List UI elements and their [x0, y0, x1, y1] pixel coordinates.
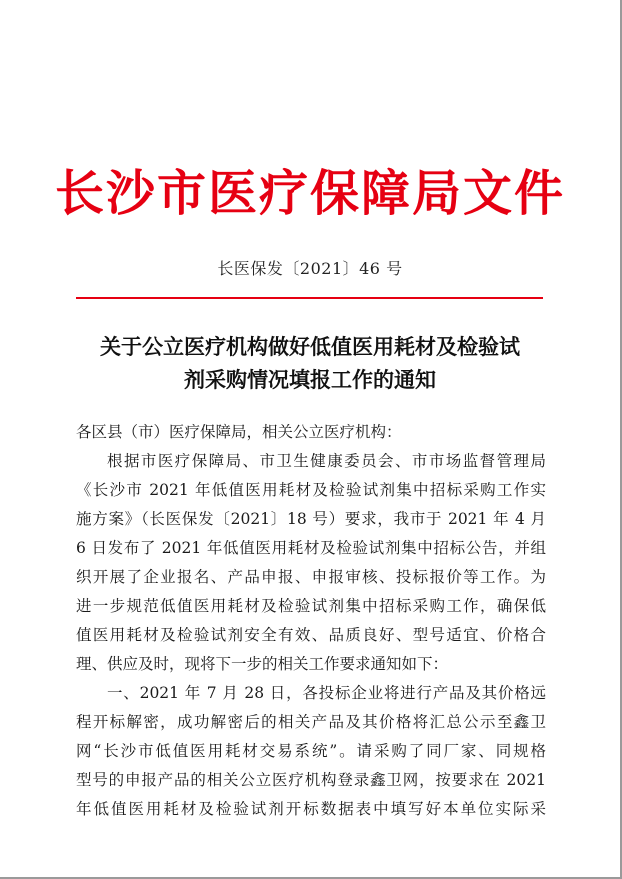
body-line: 值医用耗材及检验试剂安全有效、品质良好、型号适宜、价格合	[76, 626, 546, 644]
body-line: 型号的申报产品的相关公立医疗机构登录鑫卫网，按要求在 2021	[76, 771, 546, 789]
body-line: 理、供应及时，现将下一步的相关工作要求通知如下：	[76, 655, 449, 673]
body-line: 根据市医疗保障局、市卫生健康委员会、市市场监督管理局	[107, 452, 546, 470]
red-divider-rule	[76, 297, 543, 299]
body-line: 织开展了企业报名、产品申报、申报审核、投标报价等工作。为	[76, 568, 546, 586]
body-line: 6 日发布了 2021 年低值医用耗材及检验试剂集中招标公告，并组	[76, 539, 546, 557]
notice-title	[60, 330, 560, 396]
notice-body	[76, 418, 546, 824]
body-line: 年低值医用耗材及检验试剂开标数据表中填写好本单位实际采	[76, 800, 546, 818]
document-number: 长医保发〔2021〕46 号	[217, 259, 403, 278]
body-line: 施方案》（长医保发〔2021〕18 号）要求，我市于 2021 年 4 月	[76, 510, 546, 528]
notice-title-line: 关于公立医疗机构做好低值医用耗材及检验试	[100, 334, 520, 359]
body-line: 进一步规范低值医用耗材及检验试剂集中招标采购工作，确保低	[76, 597, 546, 615]
notice-title-line: 剂采购情况填报工作的通知	[184, 367, 436, 392]
body-line: 《长沙市 2021 年低值医用耗材及检验试剂集中招标采购工作实	[76, 481, 546, 499]
body-line: 一、2021 年 7 月 28 日，各投标企业将进行产品及其价格远	[107, 684, 546, 702]
body-line: 程开标解密，成功解密后的相关产品及其价格将汇总公示至鑫卫	[76, 713, 546, 731]
salutation-line: 各区县（市）医疗保障局，相关公立医疗机构：	[76, 423, 402, 441]
body-line: 网“长沙市低值医用耗材交易系统”。请采购了同厂家、同规格	[76, 742, 546, 760]
document-header-title: 长沙市医疗保障局文件	[54, 164, 565, 222]
